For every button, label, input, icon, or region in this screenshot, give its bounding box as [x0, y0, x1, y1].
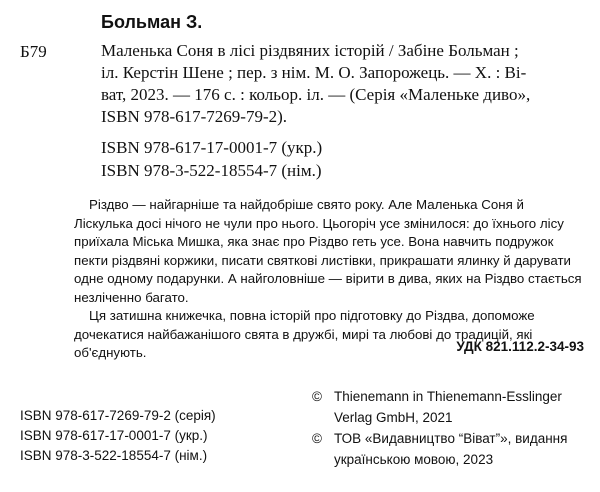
isbn-list [20, 406, 216, 466]
annotation-paragraph: Різдво — найгарніше та найдобріше свято року. Але Маленька Соня й Ліскулька досі нічого не чули про нього. Цьогоріч усе змінилося: до їхнього лісу приїхала Міська Мишка, яка знає про Різдво геть усе. Вона навчить подружок пекти різдвяні коржики, писати святкові листівки, прикрашати ялинку й дарувати одне одному подарунки. А найголовніше — вірити в дива, яких на Різдво стається незліченно багато. [74, 197, 582, 305]
bibliographic-description [101, 40, 589, 128]
biblio-line: ISBN 978-617-7269-79-2). [101, 107, 288, 126]
classification-code: Б79 [20, 42, 47, 61]
isbn-ger-small: ISBN 978-3-522-18554-7 (нім.) [20, 448, 208, 463]
copyright-text: Thienemann in Thienemann-Esslinger Verlag GmbH, 2021 [334, 389, 562, 425]
copyright-icon: © [312, 431, 322, 446]
author-name: Больман З. [101, 12, 203, 32]
biblio-line: Маленька Соня в лісі різдвяних історій / Забіне Больман ; [101, 41, 519, 60]
isbn-ukr: ISBN 978-617-17-0001-7 (укр.) [101, 138, 323, 157]
annotation [74, 196, 586, 363]
annotation-paragraph: Ця затишна книжечка, повна історій про підготовку до Різдва, допоможе дочекатися найбажанішого свята в дружбі, мирі та любові до традицій, які об'єднують. [74, 308, 535, 360]
isbn-series: ISBN 978-617-7269-79-2 (серія) [20, 408, 216, 423]
copyright-icon: © [312, 389, 322, 404]
udk-code: УДК 821.112.2-34-93 [456, 339, 584, 354]
isbn-ukr-small: ISBN 978-617-17-0001-7 (укр.) [20, 428, 208, 443]
copyright-item [312, 428, 592, 470]
biblio-line: іл. Керстін Шене ; пер. з нім. М. О. Запорожець. — Х. : Ві- [101, 63, 527, 82]
isbn-block [101, 136, 322, 182]
biblio-line: ват, 2023. — 176 с. : кольор. іл. — (Серія «Маленьке диво», [101, 85, 531, 104]
copyright-block [312, 386, 592, 470]
isbn-ger: ISBN 978-3-522-18554-7 (нім.) [101, 161, 322, 180]
copyright-text: ТОВ «Видавництво “Віват”», видання українською мовою, 2023 [334, 431, 568, 467]
copyright-item [312, 386, 592, 428]
